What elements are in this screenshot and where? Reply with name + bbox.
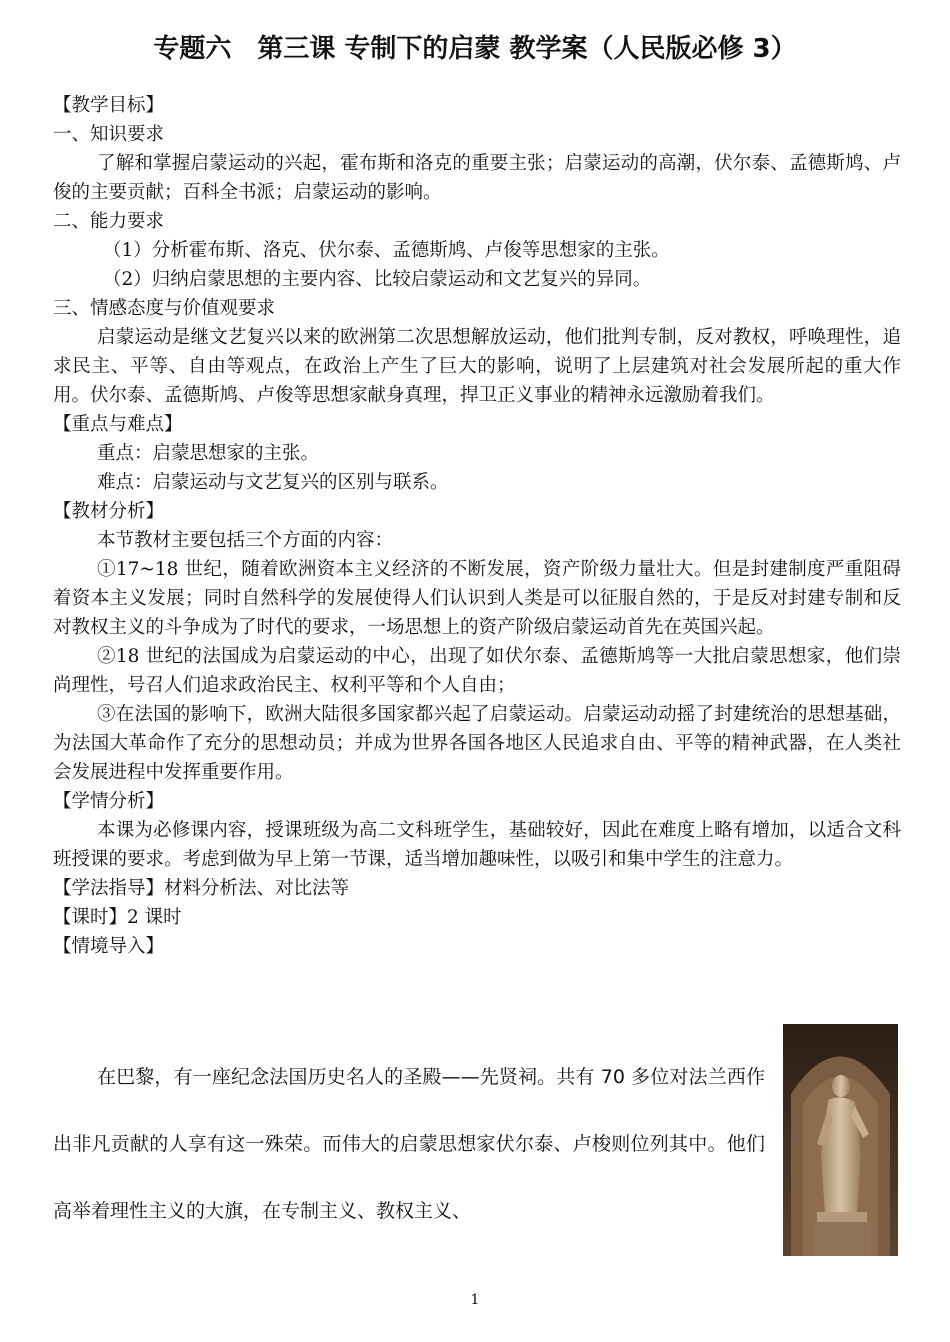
- document-body: [53, 91, 901, 961]
- page-number: 1: [470, 1292, 480, 1308]
- paragraph: ②18 世纪的法国成为启蒙运动的中心，出现了如伏尔泰、孟德斯鸠等一大批启蒙思想家，他们崇尚理性，号召人们追求政治民主、权利平等和个人自由；: [53, 646, 901, 696]
- subsection-heading: 二、能力要求: [53, 211, 165, 232]
- statue-photo: [783, 1024, 898, 1256]
- paragraph: ③在法国的影响下，欧洲大陆很多国家都兴起了启蒙运动。启蒙运动动摇了封建统治的思想基础，为法国大革命作了充分的思想动员；并成为世界各国各地区人民追求自由、平等的精神武器，在人类社会发展进程中发挥重要作用。: [53, 704, 901, 783]
- paragraph: ①17~18 世纪，随着欧洲资本主义经济的不断发展，资产阶级力量壮大。但是封建制度严重阻碍着资本主义发展；同时自然科学的发展使得人们认识到人类是可以征服自然的，于是反对封建专制和反对教权主义的斗争成为了时代的要求，一场思想上的资产阶级启蒙运动首先在英国兴起。: [53, 559, 901, 638]
- subsection-heading: 三、情感态度与价值观要求: [53, 298, 276, 319]
- paragraph: 本课为必修课内容，授课班级为高二文科班学生，基础较好，因此在难度上略有增加，以适合文科班授课的要求。考虑到做为早上第一节课，适当增加趣味性，以吸引和集中学生的注意力。: [53, 820, 901, 870]
- page-title: 专题六 第三课 专制下的启蒙 教学案（人民版必修 3）: [153, 34, 797, 64]
- list-item: （2）归纳启蒙思想的主要内容、比较启蒙运动和文艺复兴的异同。: [103, 269, 652, 290]
- section-heading: 【学法指导】材料分析法、对比法等: [53, 878, 350, 899]
- paragraph: 难点：启蒙运动与文艺复兴的区别与联系。: [97, 472, 449, 493]
- section-heading: 【重点与难点】: [53, 414, 183, 435]
- list-item: （1）分析霍布斯、洛克、伏尔泰、孟德斯鸠、卢俊等思想家的主张。: [103, 240, 670, 261]
- paragraph: 启蒙运动是继文艺复兴以来的欧洲第二次思想解放运动，他们批判专制，反对教权，呼唤理性，追求民主、平等、自由等观点，在政治上产生了巨大的影响，说明了上层建筑对社会发展所起的重大作用。伏尔泰、孟德斯鸠、卢俊等思想家献身真理，捍卫正义事业的精神永远激励着我们。: [53, 327, 901, 406]
- section-heading: 【课时】2 课时: [53, 907, 182, 928]
- subsection-heading: 一、知识要求: [53, 124, 165, 145]
- paragraph: 在巴黎，有一座纪念法国历史名人的圣殿——先贤祠。共有 70 多位对法兰西作出非凡贡献的人享有这一殊荣。而伟大的启蒙思想家伏尔泰、卢梭则位列其中。他们高举着理性主义的大旗，在专制主义、教权主义、: [53, 1066, 765, 1222]
- intro-paragraph: [53, 1044, 765, 1245]
- paragraph: 了解和掌握启蒙运动的兴起，霍布斯和洛克的重要主张；启蒙运动的高潮，伏尔泰、孟德斯鸠、卢俊的主要贡献；百科全书派；启蒙运动的影响。: [53, 153, 901, 203]
- statue-image: [783, 1024, 898, 1256]
- paragraph: 重点：启蒙思想家的主张。: [97, 443, 320, 464]
- section-heading: 【情境导入】: [53, 936, 165, 957]
- paragraph: 本节教材主要包括三个方面的内容：: [97, 530, 394, 551]
- section-heading: 【教学目标】: [53, 95, 165, 116]
- section-heading: 【学情分析】: [53, 791, 165, 812]
- section-heading: 【教材分析】: [53, 501, 165, 522]
